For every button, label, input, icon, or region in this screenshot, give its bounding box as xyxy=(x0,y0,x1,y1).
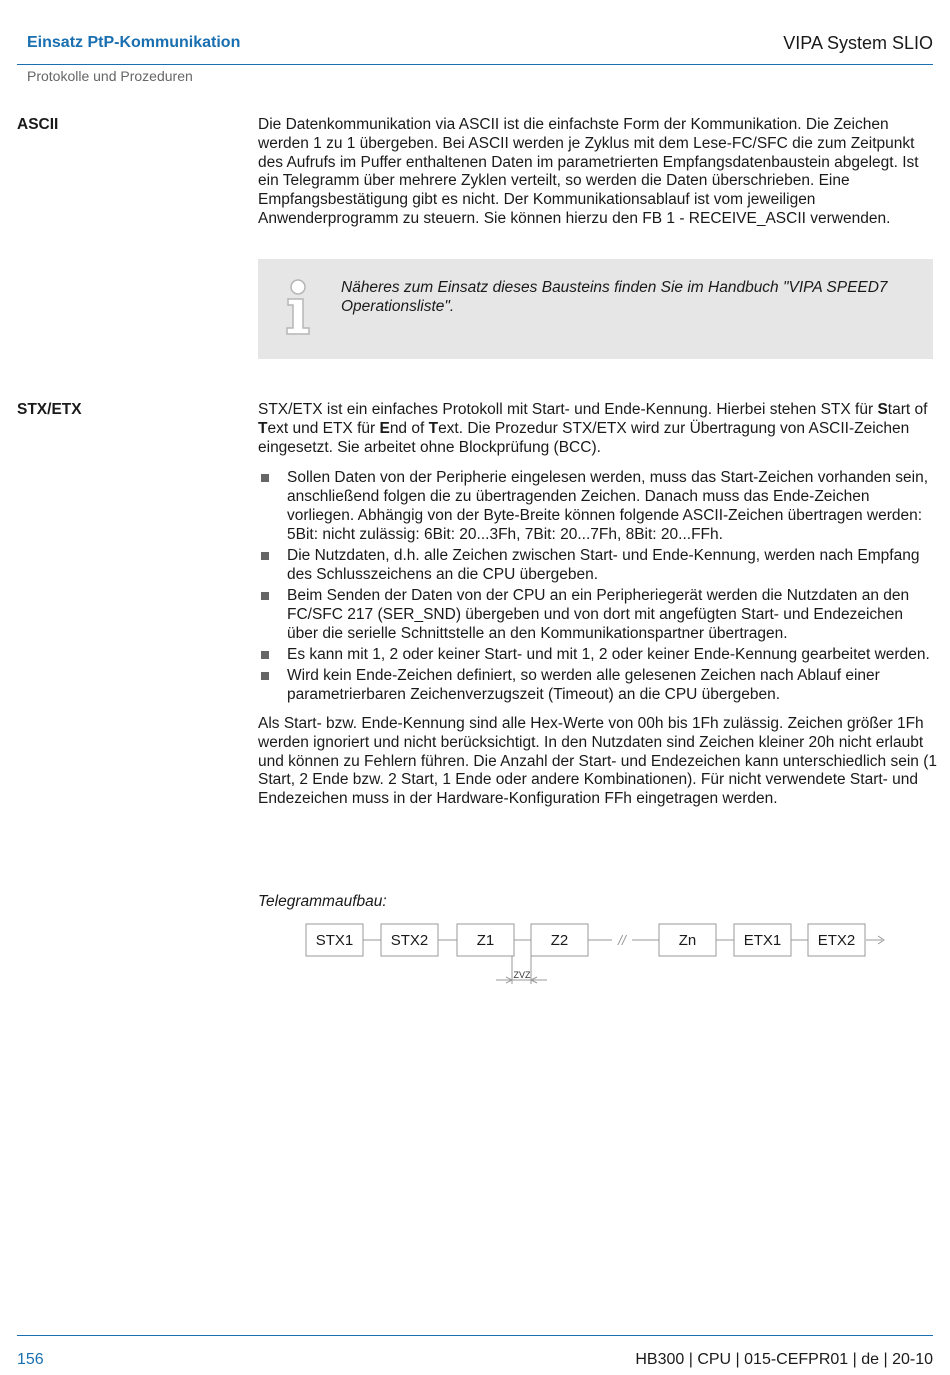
bullet-item xyxy=(258,547,938,585)
intro-text: ext. Die Prozedur STX/ETX wird zur Übertragung von ASCII-Zeichen eingesetzt. Sie arbeitet ohne Blockprüfung (BCC). xyxy=(258,419,910,456)
intro-text: nd of xyxy=(389,419,429,437)
telegram-box-label: STX2 xyxy=(390,932,429,949)
ascii-heading: ASCII xyxy=(17,116,59,133)
telegram-box-label: Z1 xyxy=(476,932,495,949)
break-mark: // xyxy=(618,932,626,948)
stx-bullet-list xyxy=(258,469,938,705)
telegram-box-label: Zn xyxy=(678,932,697,949)
bullet-square-icon xyxy=(261,592,269,600)
header-product: VIPA System SLIO xyxy=(783,33,933,53)
bullet-item xyxy=(258,646,938,665)
bullet-text: Wird kein Ende-Zeichen definiert, so werden alle gelesenen Zeichen nach Ablauf einer parametrierbaren Zeichenverzugszeit (Timeout) an die CPU übergeben. xyxy=(287,667,880,704)
stx-body xyxy=(258,401,938,809)
bullet-square-icon xyxy=(261,651,269,659)
bullet-text: Die Nutzdaten, d.h. alle Zeichen zwischen Start- und Ende-Kennung, werden nach Empfang des Schlusszeichens an die CPU übergeben. xyxy=(287,547,920,583)
info-note xyxy=(258,259,933,359)
telegram-box-label: STX1 xyxy=(315,932,354,949)
page-number: 156 xyxy=(17,1351,44,1368)
bullet-text: Es kann mit 1, 2 oder keiner Start- und mit 1, 2 oder keiner Ende-Kennung gearbeitet werden. xyxy=(287,646,930,664)
telegram-box-label: ETX2 xyxy=(817,932,856,949)
bold-letter: T xyxy=(428,419,439,437)
ascii-body xyxy=(258,116,938,229)
bold-letter: S xyxy=(877,401,888,418)
bold-letter: T xyxy=(258,419,268,437)
telegram-box-label: ETX1 xyxy=(743,932,782,949)
footer-doc-id: HB300 | CPU | 015-CEFPR01 | de | 20-10 xyxy=(635,1351,933,1368)
header-subsection: Protokolle und Prozeduren xyxy=(27,68,193,84)
telegram-box-label: Z2 xyxy=(550,932,569,949)
stx-intro-paragraph xyxy=(258,401,938,457)
bullet-text: Beim Senden der Daten von der CPU an ein Peripheriegerät werden die Nutzdaten an den FC/SFC 217 (SER_SND) übergeben und von dort mit angefügten Start- und Endezeichen über die serielle Schnittstelle an den Kommunikationspartner übertragen. xyxy=(287,587,910,642)
bullet-square-icon xyxy=(261,672,269,680)
bold-letter: E xyxy=(379,419,390,437)
intro-text: ext und ETX für xyxy=(267,419,380,437)
stx-paragraph-2: Als Start- bzw. Ende-Kennung sind alle Hex-Werte von 00h bis 1Fh zulässig. Zeichen größer 1Fh werden ignoriert und nicht berücksichtigt. In den Nutzdaten sind Zeichen kleiner 20h nicht erlaubt und können zu Fehlern führen. Die Anzahl der Start- und Endezeichen kann unterschiedlich sein (1 Start, 2 Ende bzw. 2 Start, 1 Ende oder andere Kombinationen). Für nicht verwendete Start- und Endezeichen muss in der Hardware-Konfiguration FFh eingetragen werden. xyxy=(258,714,937,808)
header-section-title: Einsatz PtP-Kommunikation xyxy=(27,34,241,51)
intro-text: tart of xyxy=(887,401,928,418)
bullet-text: Sollen Daten von der Peripherie eingelesen werden, muss das Start-Zeichen vorhanden sein, anschließend folgen die zu übertragenden Zeichen. Danach muss das Ende-Zeichen vorliegen. Abhängig von der Byte-Breite können folgende ASCII-Zeichen übertragen werden: 5Bit: nicht zulässig: 6Bit: 20...3Fh, 7Bit: 20...7Fh, 8Bit: 20...FFh. xyxy=(287,469,929,543)
bullet-square-icon xyxy=(261,552,269,560)
bullet-item xyxy=(258,469,938,544)
zvz-label: ZVZ xyxy=(513,970,531,980)
telegram-diagram xyxy=(300,922,900,986)
stx-heading: STX/ETX xyxy=(17,401,82,418)
header-divider xyxy=(17,64,933,65)
telegram-title: Telegrammaufbau: xyxy=(258,893,387,910)
ascii-paragraph: Die Datenkommunikation via ASCII ist die einfachste Form der Kommunikation. Die Zeichen werden 1 zu 1 übergeben. Bei ASCII werden je Zyklus mit dem Lese-FC/SFC die zum Zeitpunkt des Aufrufs im Puffer enthaltenen Daten im parametrierten Empfangsdatenbaustein abgelegt. Ist ein Telegramm über mehrere Zyklen verteilt, so werden die Daten überschrieben. Eine Empfangsbestätigung gibt es nicht. Der Kommunikationsablauf ist vom jeweiligen Anwenderprogramm zu steuern. Sie können hierzu den FB 1 - RECEIVE_ASCII verwenden. xyxy=(258,116,919,227)
bullet-item xyxy=(258,667,938,705)
intro-text: STX/ETX ist ein einfaches Protokoll mit Start- und Ende-Kennung. Hierbei stehen STX für xyxy=(258,401,878,418)
info-note-text: Näheres zum Einsatz dieses Bausteins finden Sie im Handbuch "VIPA SPEED7 Operationsliste". xyxy=(341,279,888,315)
info-icon xyxy=(284,279,316,339)
footer-divider xyxy=(17,1335,933,1336)
bullet-item xyxy=(258,587,938,643)
bullet-square-icon xyxy=(261,474,269,482)
